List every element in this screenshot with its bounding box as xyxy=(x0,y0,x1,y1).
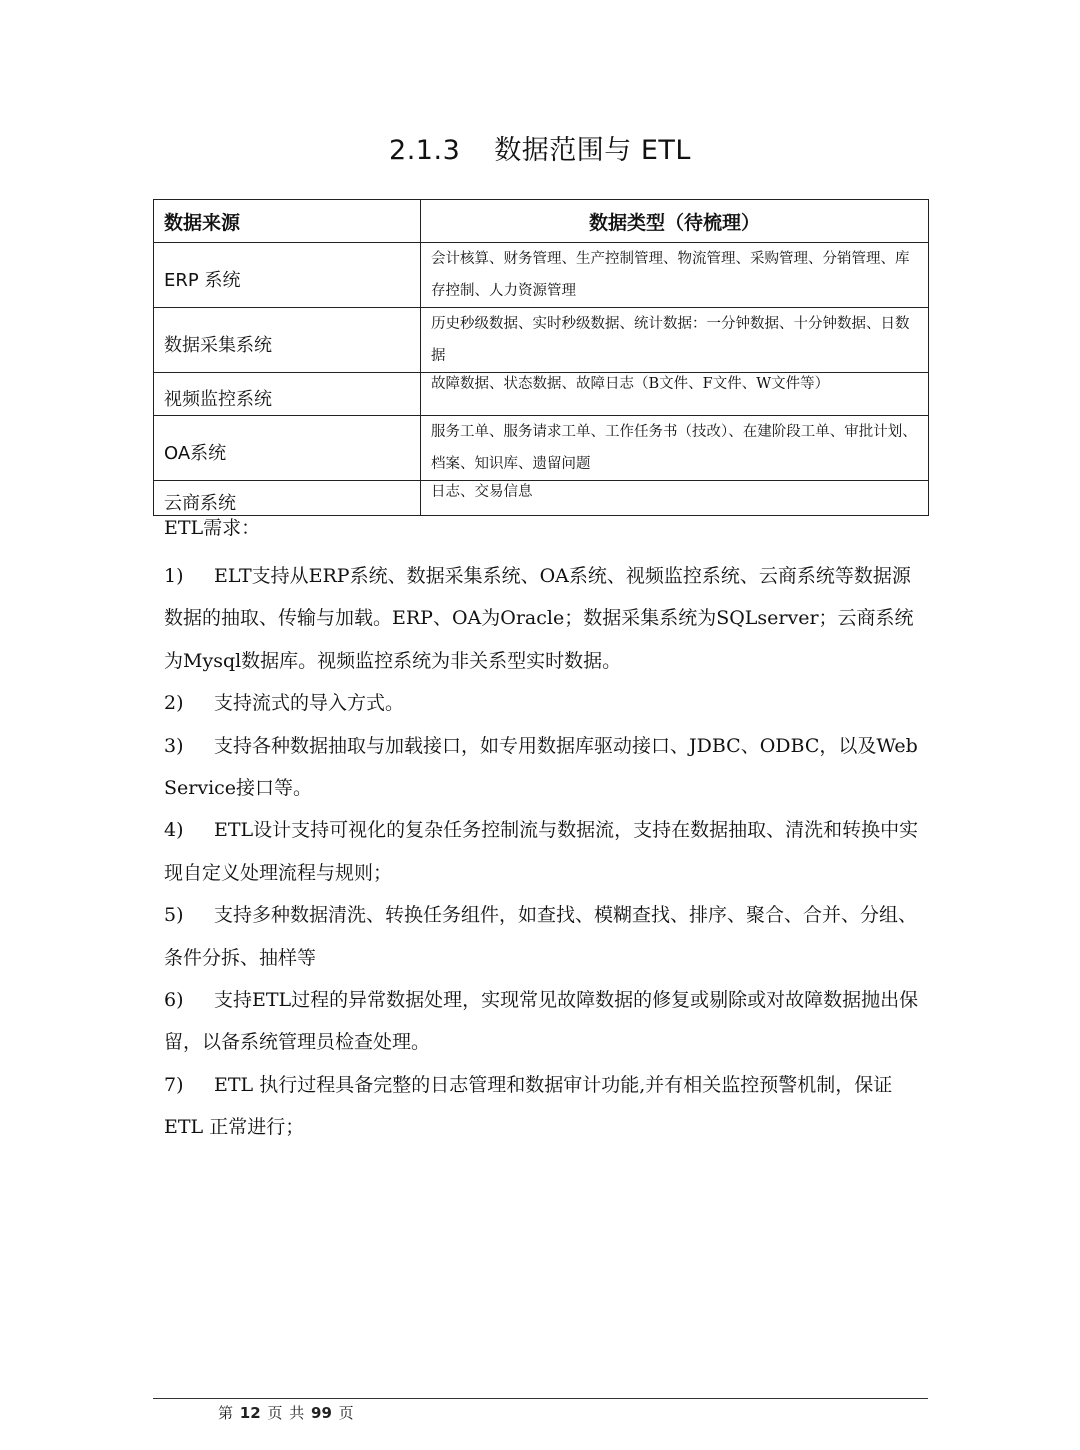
requirement-text: 支持ETL过程的异常数据处理，实现常见故障数据的修复或剔除或对故障数据抛出保留，以备系统管理员检查处理。 xyxy=(164,989,919,1054)
source-name: 云商系统 xyxy=(154,481,421,516)
section-title: 数据范围与 ETL xyxy=(494,135,691,166)
requirement-number: 6) xyxy=(164,989,184,1012)
requirement-item xyxy=(164,725,924,810)
requirement-number: 1) xyxy=(164,565,184,587)
requirement-item xyxy=(164,894,924,979)
requirement-text: ETL 执行过程具备完整的日志管理和数据审计功能,并有相关监控预警机制，保证ETL 正常进行； xyxy=(164,1073,893,1139)
footer-middle: 页 共 xyxy=(267,1404,305,1422)
table-row xyxy=(154,243,929,308)
source-types: 日志、交易信息 xyxy=(421,481,929,516)
table-row xyxy=(154,308,929,373)
total-page-count: 99 xyxy=(311,1404,332,1422)
footer-divider xyxy=(153,1398,928,1399)
data-source-table xyxy=(153,199,929,516)
header-data-type: 数据类型（待梳理） xyxy=(421,200,929,243)
table-row xyxy=(154,481,929,516)
page-footer xyxy=(218,1402,354,1423)
footer-prefix: 第 xyxy=(218,1404,234,1422)
requirement-number: 3) xyxy=(164,734,184,757)
requirement-text: 支持各种数据抽取与加载接口，如专用数据库驱动接口、JDBC、ODBC，以及Web Service接口等。 xyxy=(164,734,918,800)
source-name: 数据采集系统 xyxy=(154,308,421,373)
requirement-item xyxy=(164,555,924,682)
requirement-text: 支持多种数据清洗、转换任务组件，如查找、模糊查找、排序、聚合、合并、分组、条件分拆、抽样等 xyxy=(164,904,918,969)
requirement-number: 5) xyxy=(164,904,184,927)
source-name: OA系统 xyxy=(154,416,421,481)
requirement-item xyxy=(164,809,924,894)
requirement-text: ETL设计支持可视化的复杂任务控制流与数据流，支持在数据抽取、清洗和转换中实现自定义处理流程与规则； xyxy=(164,819,919,884)
requirement-text: 支持流式的导入方式。 xyxy=(214,692,405,715)
source-types: 故障数据、状态数据、故障日志（B文件、F文件、W文件等） xyxy=(421,373,929,416)
requirement-item xyxy=(164,682,924,724)
current-page-number: 12 xyxy=(239,1404,261,1422)
requirement-number: 7) xyxy=(164,1073,184,1096)
requirement-item xyxy=(164,1064,924,1149)
section-number: 2.1.3 xyxy=(389,135,461,166)
requirements-section xyxy=(164,513,924,1149)
source-types: 服务工单、服务请求工单、工作任务书（技改）、在建阶段工单、审批计划、档案、知识库、遗留问题 xyxy=(421,416,929,481)
table-header-row xyxy=(154,200,929,243)
source-types: 会计核算、财务管理、生产控制管理、物流管理、采购管理、分销管理、库存控制、人力资源管理 xyxy=(421,243,929,308)
requirement-number: 2) xyxy=(164,692,184,715)
requirement-item xyxy=(164,979,924,1064)
source-name: 视频监控系统 xyxy=(154,373,421,416)
footer-suffix: 页 xyxy=(338,1404,354,1422)
section-heading xyxy=(0,128,1080,167)
source-types: 历史秒级数据、实时秒级数据、统计数据：一分钟数据、十分钟数据、日数据 xyxy=(421,308,929,373)
requirement-number: 4) xyxy=(164,819,184,842)
table-row xyxy=(154,373,929,416)
table-row xyxy=(154,416,929,481)
source-name: ERP 系统 xyxy=(154,243,421,308)
requirement-text: ELT支持从ERP系统、数据采集系统、OA系统、视频监控系统、云商系统等数据源数据的抽取、传输与加载。ERP、OA为Oracle；数据采集系统为SQLserver；云商系统为Mysql数据库。视频监控系统为非关系型实时数据。 xyxy=(164,565,914,672)
requirements-title: ETL需求： xyxy=(164,517,261,539)
header-data-source: 数据来源 xyxy=(154,200,421,243)
